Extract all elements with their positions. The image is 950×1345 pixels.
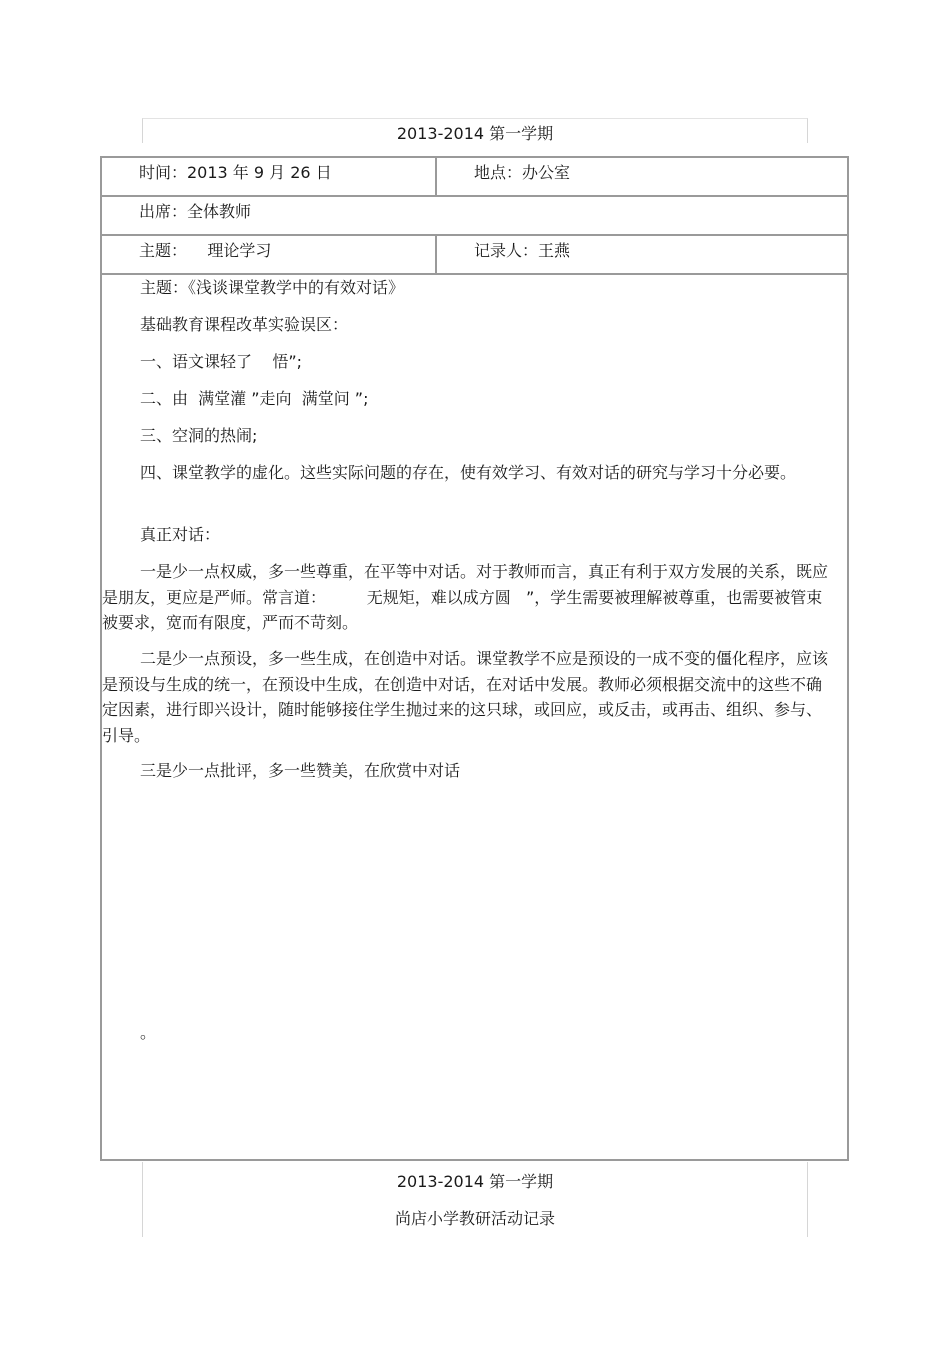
trailing-mark: 。 <box>140 1023 157 1042</box>
list-item: 一、语文课轻了 悟”; <box>140 352 303 371</box>
place-field: 地点：办公室 <box>474 163 571 182</box>
content-title: 主题：《浅谈课堂教学中的有效对话》 <box>140 278 405 297</box>
subheading: 真正对话： <box>140 525 221 544</box>
point-paragraph: 一是少一点权威，多一些尊重，在平等中对话。对于教师而言，真正有利于双方发展的关系，既应是朋友，更应是严师。常言道： 无规矩，难以成方圆 ”，学生需要被理解被尊重，也需要被管束被要求，宽而有限度，严而不苛刻。 <box>102 562 829 632</box>
footer-title: 尚店小学教研活动记录 <box>394 1209 555 1228</box>
point-paragraph: 三是少一点批评，多一些赞美，在欣赏中对话 <box>140 761 461 780</box>
attendance-field: 出席：全体教师 <box>139 202 252 221</box>
row-divider <box>102 234 847 236</box>
record-table <box>100 156 849 1161</box>
list-item: 二、由 满堂灌 ”走向 满堂问 ”; <box>140 389 369 408</box>
row-divider <box>102 195 847 197</box>
term-heading: 2013-2014 第一学期 <box>396 124 554 143</box>
column-divider <box>435 158 437 195</box>
topic-field: 主题： 理论学习 <box>139 241 272 260</box>
column-divider <box>435 236 437 273</box>
recorder-field: 记录人：王燕 <box>474 241 571 260</box>
time-field: 时间：2013 年 9 月 26 日 <box>139 163 332 182</box>
list-item: 三、空洞的热闹; <box>140 426 258 445</box>
point-paragraph: 二是少一点预设，多一些生成，在创造中对话。课堂教学不应是预设的一成不变的僵化程序，应该是预设与生成的统一，在预设中生成，在创造中对话，在对话中发展。教师必须根据交流中的这些不确定因素，进行即兴设计，随时能够接住学生抛过来的这只球，或回应，或反击，或再击、组织、参与、引导。 <box>102 649 829 745</box>
list-item: 四、课堂教学的虚化。这些实际问题的存在，使有效学习、有效对话的研究与学习十分必要。 <box>140 463 797 482</box>
intro-line: 基础教育课程改革实验误区： <box>140 315 349 334</box>
footer-term: 2013-2014 第一学期 <box>396 1172 554 1191</box>
